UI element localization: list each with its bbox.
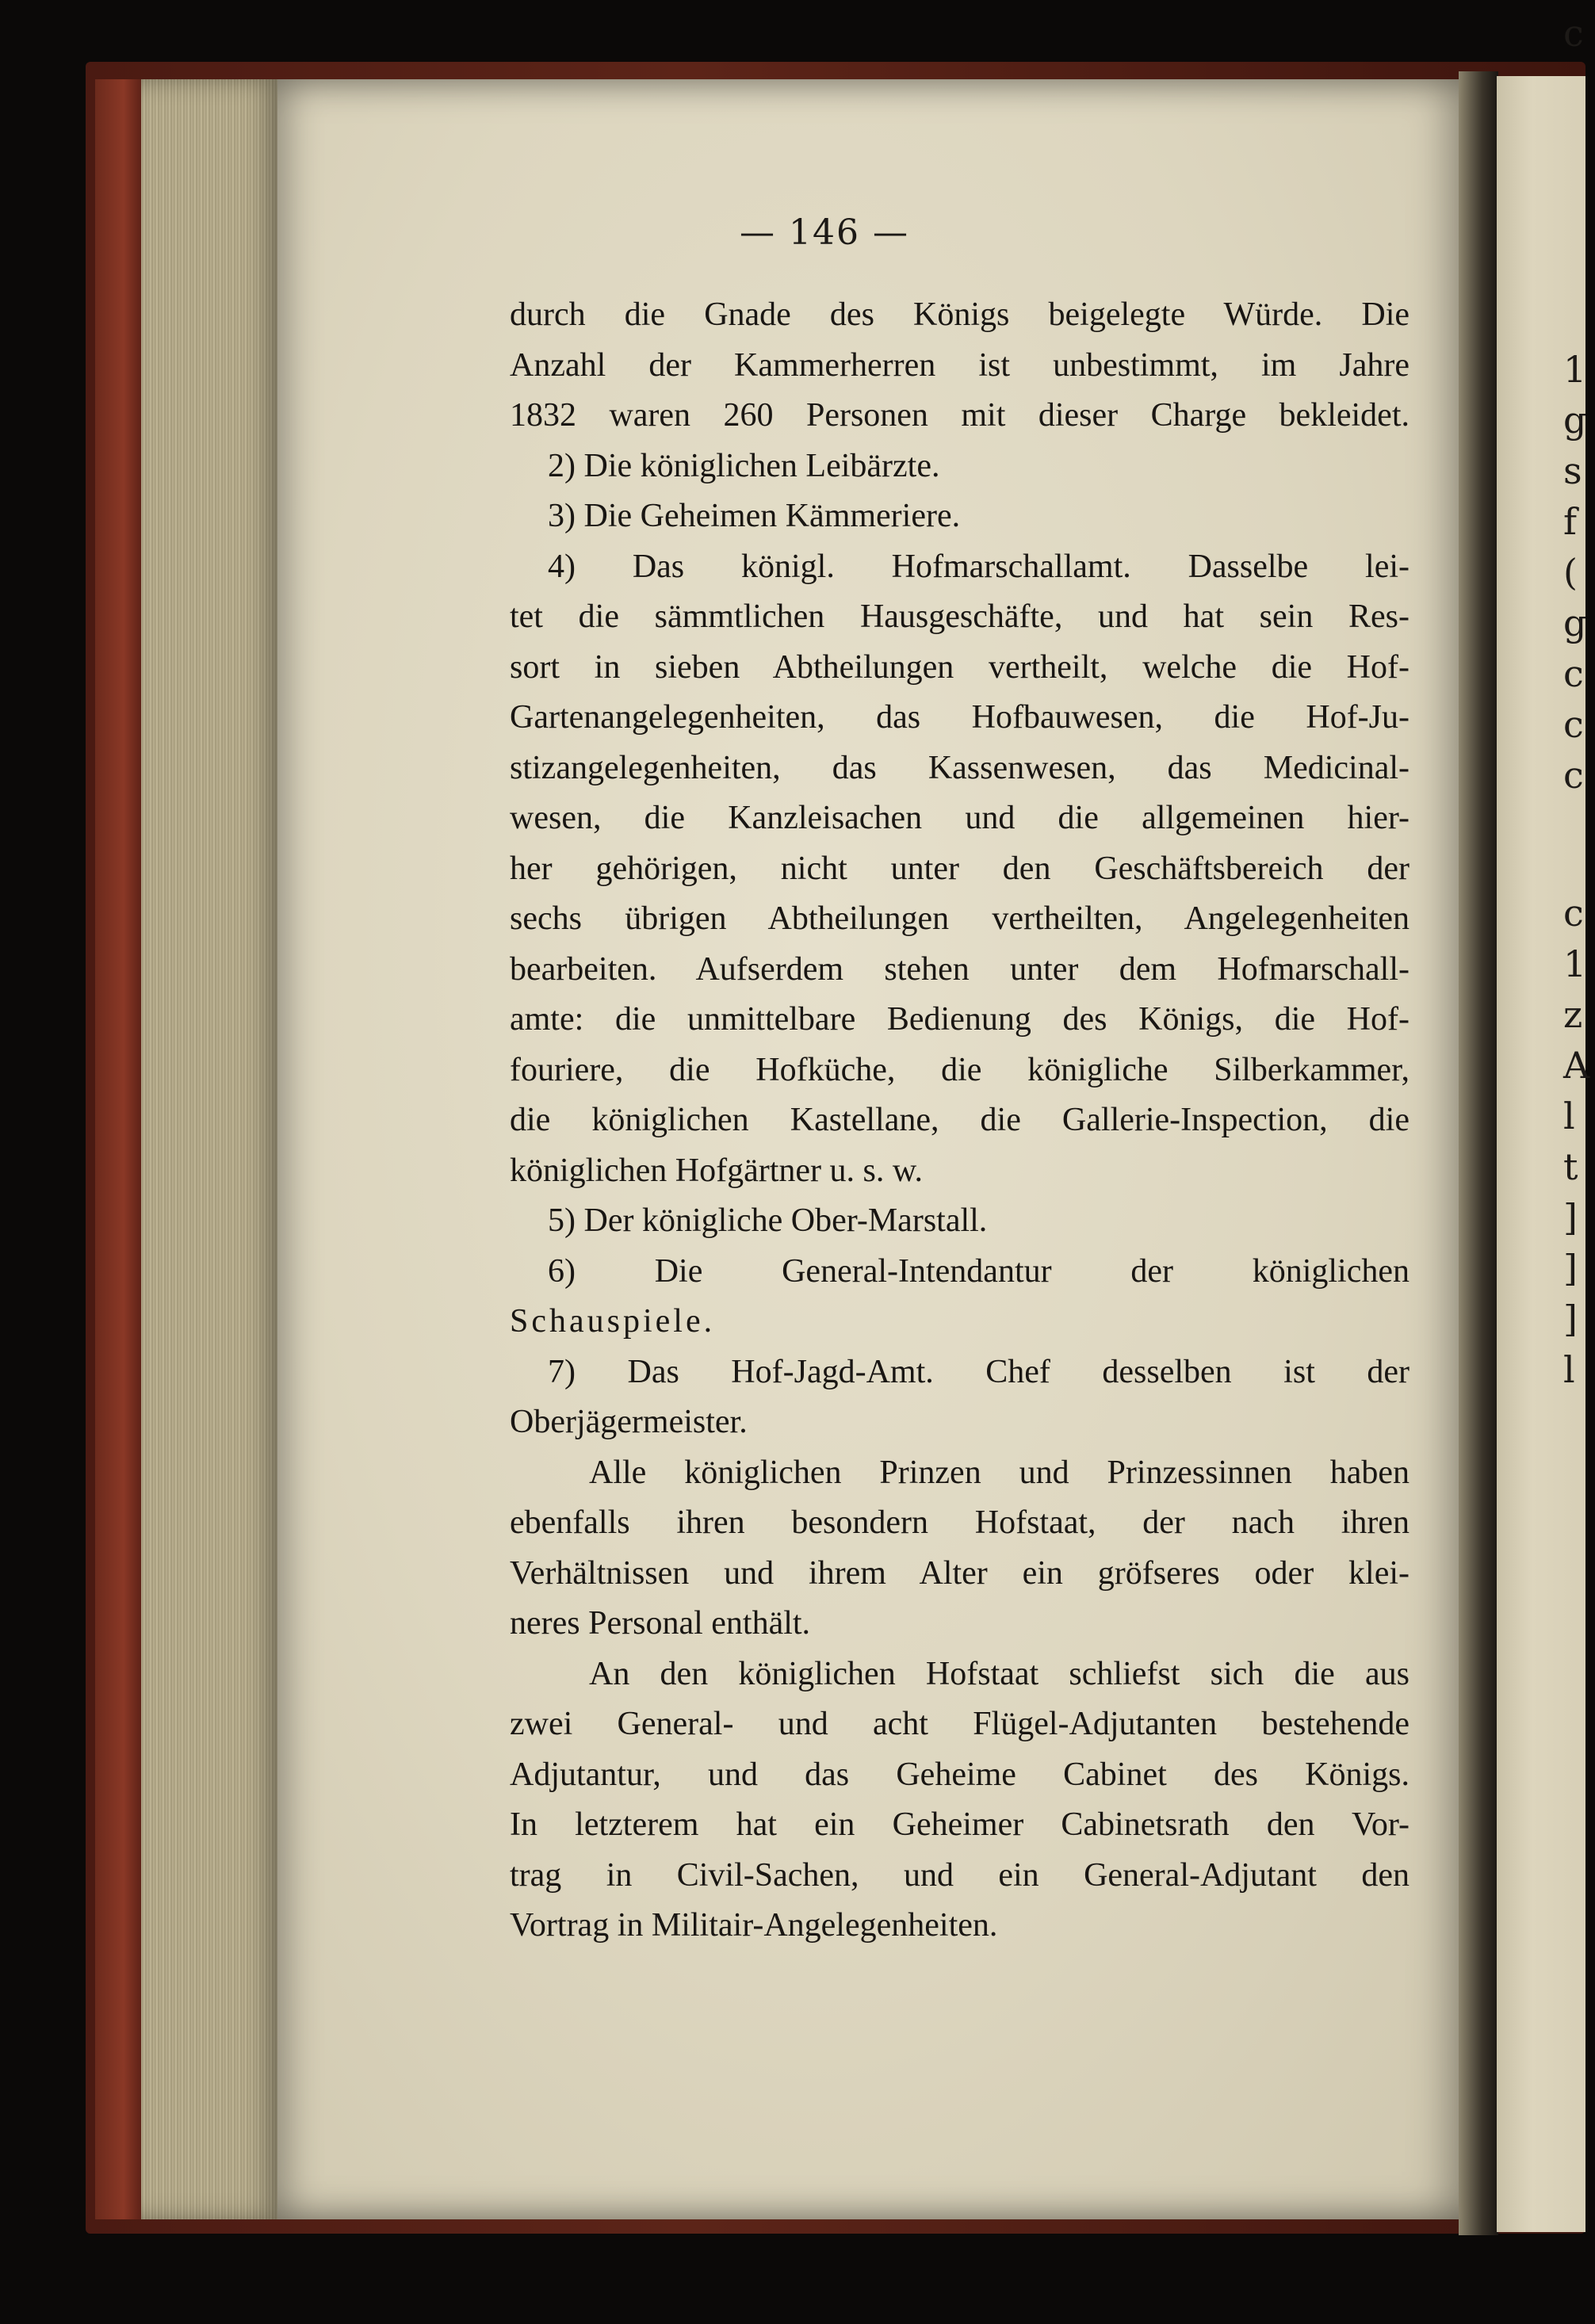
text-line: 4) Das königl. Hofmarschallamt. Dasselbe lei- [548,548,1409,585]
book-gutter [1459,71,1498,2235]
text-line: Schauspiele. [510,1303,716,1340]
text-line: Alle königlichen Prinzen und Prinzessinnen haben [589,1454,1409,1491]
text-line: sort in sieben Abtheilungen vertheilt, welche die Hof- [510,648,1409,686]
text-line: die königlichen Kastellane, die Gallerie-Inspection, die [510,1102,1409,1138]
next-page-char: z [1563,993,1583,1036]
next-page-char: 1 [1563,942,1587,985]
text-line: wesen, die Kanzleisachen und die allgemeinen hier- [510,800,1409,836]
text-line: In letzterem hat ein Geheimer Cabinetsrath den Vor- [510,1806,1409,1843]
next-page-char: l [1563,1348,1575,1391]
next-page-char: ] [1563,1247,1578,1290]
text-line: Adjutantur, und das Geheime Cabinet des Königs. [510,1756,1409,1793]
next-page-char: g [1563,602,1587,644]
text-line: trag in Civil-Sachen, und ein General-Adjutant den [510,1856,1409,1894]
next-page-char: g [1563,399,1587,441]
cover-edge [95,79,143,2219]
next-page-char: l [1563,1095,1575,1137]
text-line: königlichen Hofgärtner u. s. w. [510,1152,923,1189]
text-line: amte: die unmittelbare Bedienung des Königs, die Hof- [510,1001,1409,1038]
next-page-char: c [1563,892,1584,935]
text-line: neres Personal enthält. [510,1605,811,1642]
next-page-char: 1 [1563,348,1587,391]
text-line: ebenfalls ihren besondern Hofstaat, der nach ihren [510,1504,1409,1541]
text-line: An den königlichen Hofstaat schliefst sich die aus [589,1655,1409,1692]
text-line: Verhältnissen und ihrem Alter ein gröfseres oder klei- [510,1554,1409,1592]
text-line: Anzahl der Kammerherren ist unbestimmt, im Jahre [510,346,1409,384]
text-line: stizangelegenheiten, das Kassenwesen, das Medicinal- [510,749,1409,786]
text-line: 6) Die General-Intendantur der königlichen [548,1252,1409,1290]
text-line: zwei General- und acht Flügel-Adjutanten bestehende [510,1706,1409,1742]
next-page-char: t [1563,1145,1578,1188]
text-line: Vortrag in Militair-Angelegenheiten. [510,1907,998,1944]
page-edges [141,79,284,2219]
next-page-letters [1563,12,1595,1395]
text-line: 3) Die Geheimen Kämmeriere. [548,498,961,534]
text-line: durch die Gnade des Königs beigelegte Würde. Die [510,296,1409,333]
page-text [510,290,1409,1951]
page-number: — 146 — [740,212,909,253]
text-line: 5) Der königliche Ober-Marstall. [548,1202,988,1239]
text-line: fouriere, die Hofküche, die königliche Silberkammer, [510,1051,1409,1088]
text-line: bearbeiten. Aufserdem stehen unter dem Hofmarschall- [510,950,1409,988]
text-line: sechs übrigen Abtheilungen vertheilten, Angelegenheiten [510,900,1409,937]
text-line: 7) Das Hof-Jagd-Amt. Chef desselben ist der [548,1353,1409,1390]
text-line: Gartenangelegenheiten, das Hofbauwesen, die Hof-Ju- [510,699,1409,736]
text-line: tet die sämmtlichen Hausgeschäfte, und hat sein Res- [510,598,1409,635]
next-page-char: A [1563,1044,1590,1087]
next-page-char: c [1563,12,1584,55]
text-line: Oberjägermeister. [510,1404,748,1440]
next-page-char: c [1563,703,1584,746]
next-page-char: f [1563,500,1578,543]
next-page-char: c [1563,754,1584,797]
text-line: 2) Die königlichen Leibärzte. [548,447,940,484]
next-page-char: ] [1563,1196,1578,1239]
text-line: 1832 waren 260 Personen mit dieser Charge bekleidet. [510,397,1409,434]
next-page-char: ( [1563,551,1578,594]
text-line: her gehörigen, nicht unter den Geschäftsbereich der [510,850,1409,887]
next-page-char: c [1563,652,1584,695]
next-page-char: ] [1563,1298,1578,1340]
next-page-char: s [1563,449,1582,492]
